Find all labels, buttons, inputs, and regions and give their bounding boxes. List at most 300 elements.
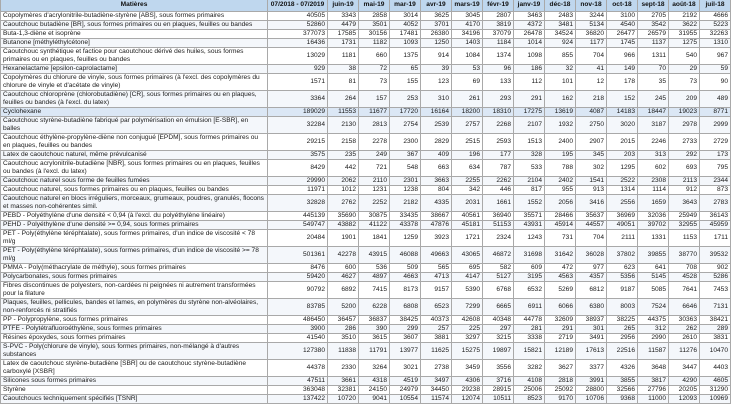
cell-month-value: 47876 bbox=[421, 221, 452, 230]
cell-month-value: 902 bbox=[700, 264, 731, 273]
cell-month-value: 912 bbox=[669, 186, 700, 195]
cell-total-value: 8429 bbox=[268, 160, 328, 177]
cell-month-value: 1841 bbox=[359, 230, 390, 247]
cell-month-value: 3447 bbox=[669, 360, 700, 377]
table-row[interactable] bbox=[1, 65, 731, 74]
cell-month-value: 30363 bbox=[669, 316, 700, 325]
cell-month-value: 96 bbox=[483, 65, 514, 74]
cell-month-value: 3622 bbox=[669, 21, 700, 30]
cell-month-value: 29 bbox=[669, 65, 700, 74]
cell-month-value: 286 bbox=[328, 325, 359, 334]
cell-month-value: 6808 bbox=[390, 299, 421, 316]
cell-month-value: 533 bbox=[514, 160, 545, 177]
table-row[interactable] bbox=[1, 74, 731, 91]
cell-month-value: 3282 bbox=[514, 360, 545, 377]
cell-month-value: 44375 bbox=[638, 316, 669, 325]
cell-month-value: 10720 bbox=[328, 395, 359, 404]
table-row[interactable] bbox=[1, 212, 731, 221]
cell-month-value: 155 bbox=[390, 74, 421, 91]
cell-month-value: 11276 bbox=[669, 343, 700, 360]
cell-month-value: 59 bbox=[700, 65, 731, 74]
cell-month-value: 1250 bbox=[421, 39, 452, 48]
table-row[interactable] bbox=[1, 177, 731, 186]
cell-material-name: Caoutchouc acrylonitrile-butadiène [NBR], sous formes primaires ou en plaques, feuilles ou bandes (à l'excl. du latex) bbox=[1, 160, 268, 177]
column-header-month[interactable]: avr-19 bbox=[421, 0, 452, 12]
cell-month-value: 446 bbox=[483, 186, 514, 195]
cell-month-value: 3215 bbox=[483, 334, 514, 343]
cell-month-value: 38937 bbox=[576, 316, 607, 325]
cell-month-value: 2705 bbox=[638, 12, 669, 21]
cell-month-value: 1181 bbox=[328, 48, 359, 65]
cell-month-value: 12 bbox=[576, 74, 607, 91]
table-row[interactable] bbox=[1, 108, 731, 117]
cell-month-value: 6768 bbox=[483, 282, 514, 299]
table-row[interactable] bbox=[1, 91, 731, 108]
table-row[interactable] bbox=[1, 21, 731, 30]
cell-month-value: 6892 bbox=[328, 282, 359, 299]
cell-month-value: 19023 bbox=[669, 108, 700, 117]
cell-month-value: 31642 bbox=[545, 247, 576, 264]
cell-month-value: 708 bbox=[669, 264, 700, 273]
cell-month-value: 4528 bbox=[669, 273, 700, 282]
cell-month-value: 2278 bbox=[359, 134, 390, 151]
cell-month-value: 49663 bbox=[421, 247, 452, 264]
cell-month-value: 3343 bbox=[328, 12, 359, 21]
cell-material-name: Latex de caoutchouc styrène-butadiène [SBR] ou de caoutchouc styrène-butadiène carboxylé [XSBR] bbox=[1, 360, 268, 377]
cell-material-name: Caoutchouc naturel, sous formes primaires ou en plaques, feuilles ou bandes bbox=[1, 186, 268, 195]
column-header-month[interactable]: mai-19 bbox=[359, 0, 390, 12]
cell-month-value: 977 bbox=[576, 264, 607, 273]
table-row[interactable] bbox=[1, 334, 731, 343]
cell-month-value: 3264 bbox=[359, 360, 390, 377]
cell-month-value: 195 bbox=[545, 151, 576, 160]
cell-total-value: 13029 bbox=[268, 48, 328, 65]
cell-month-value: 11838 bbox=[328, 343, 359, 360]
cell-month-value: 31955 bbox=[669, 30, 700, 39]
table-row[interactable] bbox=[1, 273, 731, 282]
cell-month-value: 442 bbox=[328, 160, 359, 177]
cell-material-name: PP - Polypropylène, sous formes primaires bbox=[1, 316, 268, 325]
cell-material-name: S-PVC - Poly(chlorure de vinyle), sous formes primaires, non-mélangé à d'autres substances bbox=[1, 343, 268, 360]
cell-month-value: 2324 bbox=[483, 230, 514, 247]
column-header-month[interactable]: oct-18 bbox=[607, 0, 638, 12]
cell-month-value: 2907 bbox=[576, 134, 607, 151]
cell-month-value: 924 bbox=[545, 39, 576, 48]
cell-month-value: 3661 bbox=[328, 377, 359, 386]
cell-month-value: 46872 bbox=[483, 247, 514, 264]
cell-month-value: 3556 bbox=[483, 360, 514, 377]
cell-month-value: 914 bbox=[421, 48, 452, 65]
cell-material-name: Plaques, feuilles, pellicules, bandes et lames, en polymères du styrène non-alvéolaires, non-renforcés ni stratifiés bbox=[1, 299, 268, 316]
cell-month-value: 152 bbox=[607, 91, 638, 108]
cell-month-value: 5085 bbox=[638, 282, 669, 299]
cell-month-value: 6646 bbox=[669, 299, 700, 316]
cell-month-value: 36457 bbox=[328, 316, 359, 325]
cell-month-value: 24150 bbox=[359, 386, 390, 395]
cell-month-value: 913 bbox=[576, 186, 607, 195]
table-row[interactable] bbox=[1, 325, 731, 334]
cell-month-value: 51153 bbox=[483, 221, 514, 230]
cell-month-value: 45181 bbox=[452, 221, 483, 230]
cell-month-value: 123 bbox=[421, 74, 452, 91]
table-row[interactable] bbox=[1, 299, 731, 316]
cell-month-value: 5200 bbox=[328, 299, 359, 316]
table-row[interactable] bbox=[1, 117, 731, 134]
cell-month-value: 3459 bbox=[452, 360, 483, 377]
cell-month-value: 31698 bbox=[514, 247, 545, 264]
table-row[interactable] bbox=[1, 160, 731, 177]
cell-month-value: 33435 bbox=[390, 212, 421, 221]
cell-month-value: 28466 bbox=[545, 212, 576, 221]
cell-month-value: 261 bbox=[452, 91, 483, 108]
column-header-month[interactable]: sept-18 bbox=[638, 0, 669, 12]
cell-month-value: 3615 bbox=[359, 334, 390, 343]
cell-month-value: 2757 bbox=[452, 117, 483, 134]
cell-month-value: 4087 bbox=[576, 108, 607, 117]
cell-month-value: 548 bbox=[390, 160, 421, 177]
cell-total-value: 52860 bbox=[268, 21, 328, 30]
cell-month-value: 4357 bbox=[576, 273, 607, 282]
cell-month-value: 289 bbox=[700, 325, 731, 334]
cell-month-value: 2056 bbox=[545, 195, 576, 212]
cell-total-value: 137422 bbox=[268, 395, 328, 404]
cell-month-value: 11791 bbox=[359, 343, 390, 360]
cell-month-value: 6066 bbox=[545, 299, 576, 316]
column-header-month[interactable]: mars-19 bbox=[452, 0, 483, 12]
cell-total-value: 486450 bbox=[268, 316, 328, 325]
cell-month-value: 7299 bbox=[452, 299, 483, 316]
table-row[interactable] bbox=[1, 377, 731, 386]
cell-month-value: 13977 bbox=[390, 343, 421, 360]
cell-month-value: 2031 bbox=[452, 195, 483, 212]
table-row[interactable] bbox=[1, 282, 731, 299]
cell-month-value: 804 bbox=[421, 186, 452, 195]
cell-month-value: 18447 bbox=[638, 108, 669, 117]
column-header-matieres[interactable]: Matières bbox=[1, 0, 268, 12]
cell-month-value: 2750 bbox=[576, 117, 607, 134]
cell-month-value: 1243 bbox=[514, 230, 545, 247]
cell-month-value: 39855 bbox=[638, 247, 669, 264]
cell-month-value: 5356 bbox=[607, 273, 638, 282]
column-header-month[interactable]: mar-19 bbox=[390, 0, 421, 12]
cell-month-value: 31290 bbox=[700, 386, 731, 395]
cell-month-value: 342 bbox=[452, 186, 483, 195]
cell-month-value: 310 bbox=[421, 91, 452, 108]
table-header-row bbox=[1, 0, 731, 12]
cell-month-value: 4627 bbox=[328, 273, 359, 282]
cell-month-value: 2813 bbox=[359, 117, 390, 134]
cell-material-name: Polycarbonates, sous formes primaires bbox=[1, 273, 268, 282]
cell-month-value: 312 bbox=[638, 325, 669, 334]
column-header-month[interactable]: juin-19 bbox=[328, 0, 359, 12]
cell-month-value: 6380 bbox=[576, 299, 607, 316]
table-row[interactable] bbox=[1, 343, 731, 360]
cell-month-value: 2130 bbox=[328, 117, 359, 134]
table-row[interactable] bbox=[1, 264, 731, 273]
cell-month-value: 3020 bbox=[607, 117, 638, 134]
cell-month-value: 955 bbox=[545, 186, 576, 195]
cell-month-value: 4479 bbox=[328, 21, 359, 30]
cell-total-value: 29990 bbox=[268, 177, 328, 186]
cell-month-value: 10511 bbox=[483, 395, 514, 404]
cell-month-value: 1177 bbox=[576, 39, 607, 48]
cell-month-value: 3701 bbox=[421, 21, 452, 30]
cell-total-value: 32828 bbox=[268, 195, 328, 212]
table-row[interactable] bbox=[1, 221, 731, 230]
cell-month-value: 291 bbox=[545, 325, 576, 334]
cell-month-value: 25949 bbox=[669, 212, 700, 221]
cell-month-value: 5269 bbox=[545, 282, 576, 299]
cell-total-value: 189029 bbox=[268, 108, 328, 117]
cell-month-value: 7131 bbox=[700, 299, 731, 316]
cell-month-value: 4052 bbox=[390, 21, 421, 30]
cell-month-value: 3643 bbox=[669, 195, 700, 212]
table-row[interactable] bbox=[1, 386, 731, 395]
cell-month-value: 4318 bbox=[359, 377, 390, 386]
cell-total-value: 41540 bbox=[268, 334, 328, 343]
table-row[interactable] bbox=[1, 230, 731, 247]
cell-month-value: 36143 bbox=[700, 212, 731, 221]
cell-month-value: 1084 bbox=[452, 48, 483, 65]
cell-month-value: 37802 bbox=[607, 247, 638, 264]
cell-month-value: 11000 bbox=[638, 395, 669, 404]
cell-month-value: 2255 bbox=[452, 177, 483, 186]
cell-month-value: 2956 bbox=[607, 334, 638, 343]
cell-month-value: 6532 bbox=[514, 282, 545, 299]
cell-total-value: 11971 bbox=[268, 186, 328, 195]
cell-material-name: Caoutchouc naturel en blocs irréguliers, morceaux, grumeaux, poudres, granulés, flocons et masses non-cohérentes simil. bbox=[1, 195, 268, 212]
cell-month-value: 609 bbox=[514, 264, 545, 273]
cell-material-name: PEBD - Polyéthylène d'une densité < 0,94 (à l'excl. du polyéthylène linéaire) bbox=[1, 212, 268, 221]
cell-month-value: 634 bbox=[452, 160, 483, 177]
cell-month-value: 249 bbox=[359, 151, 390, 160]
cell-month-value: 3045 bbox=[452, 12, 483, 21]
cell-month-value: 2738 bbox=[421, 360, 452, 377]
cell-month-value: 600 bbox=[328, 264, 359, 273]
cell-total-value: 3575 bbox=[268, 151, 328, 160]
cell-month-value: 264 bbox=[328, 91, 359, 108]
column-header-month[interactable]: nov-18 bbox=[576, 0, 607, 12]
table-row[interactable] bbox=[1, 134, 731, 151]
cell-month-value: 4605 bbox=[700, 377, 731, 386]
cell-month-value: 32036 bbox=[638, 212, 669, 221]
table-row[interactable] bbox=[1, 151, 731, 160]
cell-total-value: 377073 bbox=[268, 30, 328, 39]
cell-month-value: 2729 bbox=[700, 134, 731, 151]
cell-month-value: 3831 bbox=[700, 334, 731, 343]
cell-total-value: 3364 bbox=[268, 91, 328, 108]
cell-month-value: 2483 bbox=[545, 12, 576, 21]
cell-month-value: 17275 bbox=[514, 108, 545, 117]
table-row[interactable] bbox=[1, 186, 731, 195]
cell-month-value: 2104 bbox=[514, 177, 545, 186]
table-row[interactable] bbox=[1, 360, 731, 377]
cell-month-value: 4306 bbox=[452, 377, 483, 386]
cell-month-value: 855 bbox=[545, 48, 576, 65]
cell-month-value: 2515 bbox=[452, 134, 483, 151]
column-header-month[interactable]: janv-19 bbox=[514, 0, 545, 12]
cell-month-value: 45914 bbox=[545, 221, 576, 230]
cell-month-value: 623 bbox=[607, 264, 638, 273]
table-row[interactable] bbox=[1, 316, 731, 325]
cell-month-value: 1014 bbox=[514, 39, 545, 48]
cell-month-value: 28915 bbox=[483, 386, 514, 395]
cell-month-value: 235 bbox=[328, 151, 359, 160]
cell-month-value: 1012 bbox=[328, 186, 359, 195]
cell-month-value: 1901 bbox=[328, 230, 359, 247]
cell-month-value: 873 bbox=[700, 186, 731, 195]
table-row[interactable] bbox=[1, 48, 731, 65]
cell-month-value: 9170 bbox=[545, 395, 576, 404]
cell-month-value: 3497 bbox=[421, 377, 452, 386]
cell-month-value: 3648 bbox=[638, 360, 669, 377]
cell-month-value: 262 bbox=[669, 325, 700, 334]
cell-month-value: 3481 bbox=[545, 21, 576, 30]
cell-total-value: 32284 bbox=[268, 117, 328, 134]
cell-month-value: 38667 bbox=[421, 212, 452, 221]
cell-month-value: 489 bbox=[700, 91, 731, 108]
cell-material-name: Copolymères du chlorure de vinyle, sous formes primaires (à l'excl. des copolymères du chlorure de vinyle et d'acétate de vinyle) bbox=[1, 74, 268, 91]
cell-total-value: 127380 bbox=[268, 343, 328, 360]
cell-month-value: 39702 bbox=[638, 221, 669, 230]
cell-month-value: 72 bbox=[359, 65, 390, 74]
cell-month-value: 3100 bbox=[607, 12, 638, 21]
cell-total-value: 3900 bbox=[268, 325, 328, 334]
cell-month-value: 328 bbox=[514, 151, 545, 160]
cell-month-value: 1721 bbox=[452, 230, 483, 247]
cell-month-value: 3510 bbox=[328, 334, 359, 343]
table-row[interactable] bbox=[1, 395, 731, 404]
cell-month-value: 70 bbox=[638, 65, 669, 74]
cell-month-value: 4372 bbox=[514, 21, 545, 30]
cell-month-value: 5223 bbox=[700, 21, 731, 30]
cell-month-value: 44778 bbox=[514, 316, 545, 325]
cell-total-value: 20484 bbox=[268, 230, 328, 247]
cell-month-value: 390 bbox=[359, 325, 390, 334]
column-header-total[interactable]: 07/2018 - 07/2019 bbox=[268, 0, 328, 12]
cell-month-value: 35690 bbox=[328, 212, 359, 221]
cell-month-value: 9368 bbox=[607, 395, 638, 404]
cell-material-name: PET - Poly(éthylène téréphtalate), sous formes primaires, d'un indice de viscosité >= 78 ml/g bbox=[1, 247, 268, 264]
table-row[interactable] bbox=[1, 195, 731, 212]
cell-month-value: 36969 bbox=[607, 212, 638, 221]
cell-month-value: 265 bbox=[607, 325, 638, 334]
cell-month-value: 26579 bbox=[638, 30, 669, 39]
cell-material-name: Cyclohexane bbox=[1, 108, 268, 117]
cell-month-value: 133 bbox=[483, 74, 514, 91]
cell-month-value: 2402 bbox=[545, 177, 576, 186]
cell-month-value: 34450 bbox=[421, 386, 452, 395]
table-row[interactable] bbox=[1, 39, 731, 48]
cell-month-value: 3501 bbox=[359, 21, 390, 30]
cell-month-value: 3625 bbox=[421, 12, 452, 21]
cell-month-value: 660 bbox=[359, 48, 390, 65]
cell-month-value: 291 bbox=[514, 91, 545, 108]
cell-month-value: 43915 bbox=[359, 247, 390, 264]
cell-month-value: 11553 bbox=[328, 108, 359, 117]
cell-month-value: 25092 bbox=[545, 386, 576, 395]
cell-month-value: 1231 bbox=[359, 186, 390, 195]
cell-month-value: 73 bbox=[359, 74, 390, 91]
cell-month-value: 32955 bbox=[669, 221, 700, 230]
cell-month-value: 293 bbox=[483, 91, 514, 108]
cell-month-value: 36940 bbox=[483, 212, 514, 221]
cell-month-value: 1184 bbox=[483, 39, 514, 48]
cell-month-value: 3991 bbox=[576, 377, 607, 386]
cell-month-value: 14183 bbox=[607, 108, 638, 117]
table-row[interactable] bbox=[1, 12, 731, 21]
cell-month-value: 11587 bbox=[638, 343, 669, 360]
cell-month-value: 281 bbox=[514, 325, 545, 334]
cell-month-value: 2829 bbox=[421, 134, 452, 151]
cell-month-value: 162 bbox=[545, 91, 576, 108]
cell-month-value: 695 bbox=[452, 264, 483, 273]
cell-total-value: 40505 bbox=[268, 12, 328, 21]
cell-month-value: 9041 bbox=[359, 395, 390, 404]
cell-material-name: Caoutchouc chloroprène (chlorobutadiène) [CR], sous formes primaires ou en plaques, feuilles ou bandes (à l'excl. du latex) bbox=[1, 91, 268, 108]
cell-material-name: Buta-1,3-diène et isoprène bbox=[1, 30, 268, 39]
table-row[interactable] bbox=[1, 30, 731, 39]
column-header-month[interactable]: févr-19 bbox=[483, 0, 514, 12]
cell-month-value: 2015 bbox=[607, 134, 638, 151]
cell-month-value: 101 bbox=[545, 74, 576, 91]
cell-material-name: Caoutchouc éthylène-propylène-diène non conjugué [EPDM], sous formes primaires ou en plaques, feuilles ou bandes bbox=[1, 134, 268, 151]
cell-month-value: 2182 bbox=[390, 195, 421, 212]
cell-month-value: 245 bbox=[638, 91, 669, 108]
cell-month-value: 81 bbox=[328, 74, 359, 91]
cell-month-value: 26477 bbox=[607, 30, 638, 39]
cell-month-value: 2539 bbox=[421, 117, 452, 134]
cell-month-value: 2300 bbox=[390, 134, 421, 151]
cell-month-value: 721 bbox=[359, 160, 390, 177]
cell-month-value: 1238 bbox=[390, 186, 421, 195]
cell-month-value: 1552 bbox=[514, 195, 545, 212]
cell-month-value: 12093 bbox=[669, 395, 700, 404]
cell-month-value: 17481 bbox=[390, 30, 421, 39]
cell-month-value: 509 bbox=[390, 264, 421, 273]
cell-month-value: 788 bbox=[545, 160, 576, 177]
cell-month-value: 1311 bbox=[638, 48, 669, 65]
cell-material-name: PTFE - Polytétrafluoroéthylène, sous formes primaires bbox=[1, 325, 268, 334]
cell-month-value: 4108 bbox=[514, 377, 545, 386]
column-header-month[interactable]: juil-18 bbox=[700, 0, 731, 12]
cell-month-value: 157 bbox=[359, 91, 390, 108]
cell-month-value: 22516 bbox=[607, 343, 638, 360]
cell-month-value: 641 bbox=[638, 264, 669, 273]
cell-month-value: 30875 bbox=[359, 212, 390, 221]
cell-month-value: 3881 bbox=[421, 334, 452, 343]
cell-total-value: 44378 bbox=[268, 360, 328, 377]
cell-month-value: 4540 bbox=[607, 21, 638, 30]
cell-month-value: 20205 bbox=[669, 386, 700, 395]
cell-month-value: 2110 bbox=[359, 177, 390, 186]
cell-month-value: 2262 bbox=[483, 177, 514, 186]
table-row[interactable] bbox=[1, 247, 731, 264]
cell-month-value: 3377 bbox=[576, 360, 607, 377]
cell-month-value: 1314 bbox=[607, 186, 638, 195]
cell-month-value: 46088 bbox=[390, 247, 421, 264]
cell-month-value: 2807 bbox=[483, 12, 514, 21]
cell-month-value: 367 bbox=[390, 151, 421, 160]
column-header-month[interactable]: déc-18 bbox=[545, 0, 576, 12]
cell-month-value: 2330 bbox=[328, 360, 359, 377]
cell-material-name: Résines époxydes, sous formes primaires bbox=[1, 334, 268, 343]
cell-month-value: 29238 bbox=[452, 386, 483, 395]
column-header-month[interactable]: août-18 bbox=[669, 0, 700, 12]
cell-month-value: 2113 bbox=[669, 177, 700, 186]
cell-month-value: 3187 bbox=[638, 117, 669, 134]
cell-month-value: 11677 bbox=[359, 108, 390, 117]
